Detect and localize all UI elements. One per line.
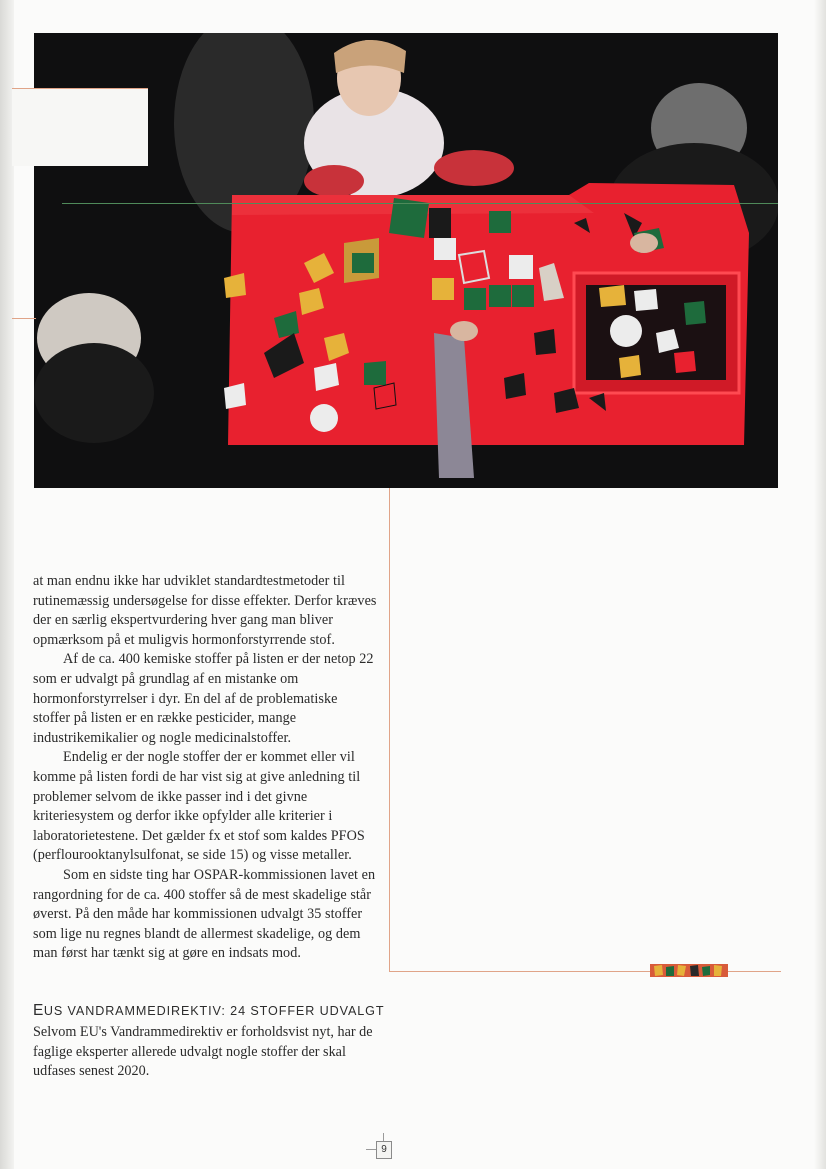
page-number: 9 [376, 1141, 392, 1159]
scan-edge-right [814, 0, 826, 1169]
paragraph-1: at man endnu ikke har udviklet standardtestmetoder til rutinemæssig undersøgelse for disse effekter. Derfor kræves der en særlig ekspertvurdering hver gang man bliver opmærksom på et muligvis hormonforstyrrende stof. [33, 573, 377, 648]
guide-line-vertical [389, 488, 390, 972]
section-heading-rest: US VANDRAMMEDIREKTIV: 24 STOFFER UDVALGT [43, 1004, 385, 1018]
guide-line-left [12, 318, 36, 319]
scan-edge-left [0, 0, 14, 1169]
guide-line-green [62, 203, 778, 204]
section-heading-initial: E [33, 1002, 44, 1019]
paragraph-2: Af de ca. 400 kemiske stoffer på listen er der netop 22 som er udvalgt på grundlag af en mistanke om hormonforstyrrelser i dyr. En del af de problematiske stoffer på listen er en række pesticider, mange industrikemikalier og nogle medicinalstoffer. [33, 651, 374, 746]
paragraph-3: Endelig er der nogle stoffer der er kommet eller vil komme på listen fordi de har vist sig at give anledning til problemer selvom de ikke passer ind i det givne kriteriesystem og derfor ikke opfylder alle kriterier i laboratorietestene. Det gælder fx et stof som kaldes PFOS (perflourooktanylsulfonat, se side 15) og visse metaller. [33, 749, 365, 864]
section-text-column [33, 1023, 378, 1082]
page-number-tick [383, 1133, 384, 1141]
white-label-tab [12, 88, 148, 166]
paragraph-4: Som en sidste ting har OSPAR-kommissionen lavet en rangordning for de ca. 400 stoffer så de mest skadelige står øverst. På den måde har kommissionen udvalgt 35 stoffer som lige nu regnes blandt de allermest skadelige, og dem man først har tænkt sig at gøre en indsats mod. [33, 866, 376, 962]
page-number-tick-left [366, 1149, 376, 1150]
section-paragraph: Selvom EU's Vandrammedirektiv er forholdsvist nyt, har de faglige eksperter allerede udvalgt nogle stoffer der skal udfases senest 2020. [33, 1024, 373, 1080]
decorative-color-strip [650, 964, 728, 977]
section-heading [33, 1002, 393, 1020]
body-text-column [33, 572, 378, 964]
guide-line-top-left [12, 88, 148, 89]
